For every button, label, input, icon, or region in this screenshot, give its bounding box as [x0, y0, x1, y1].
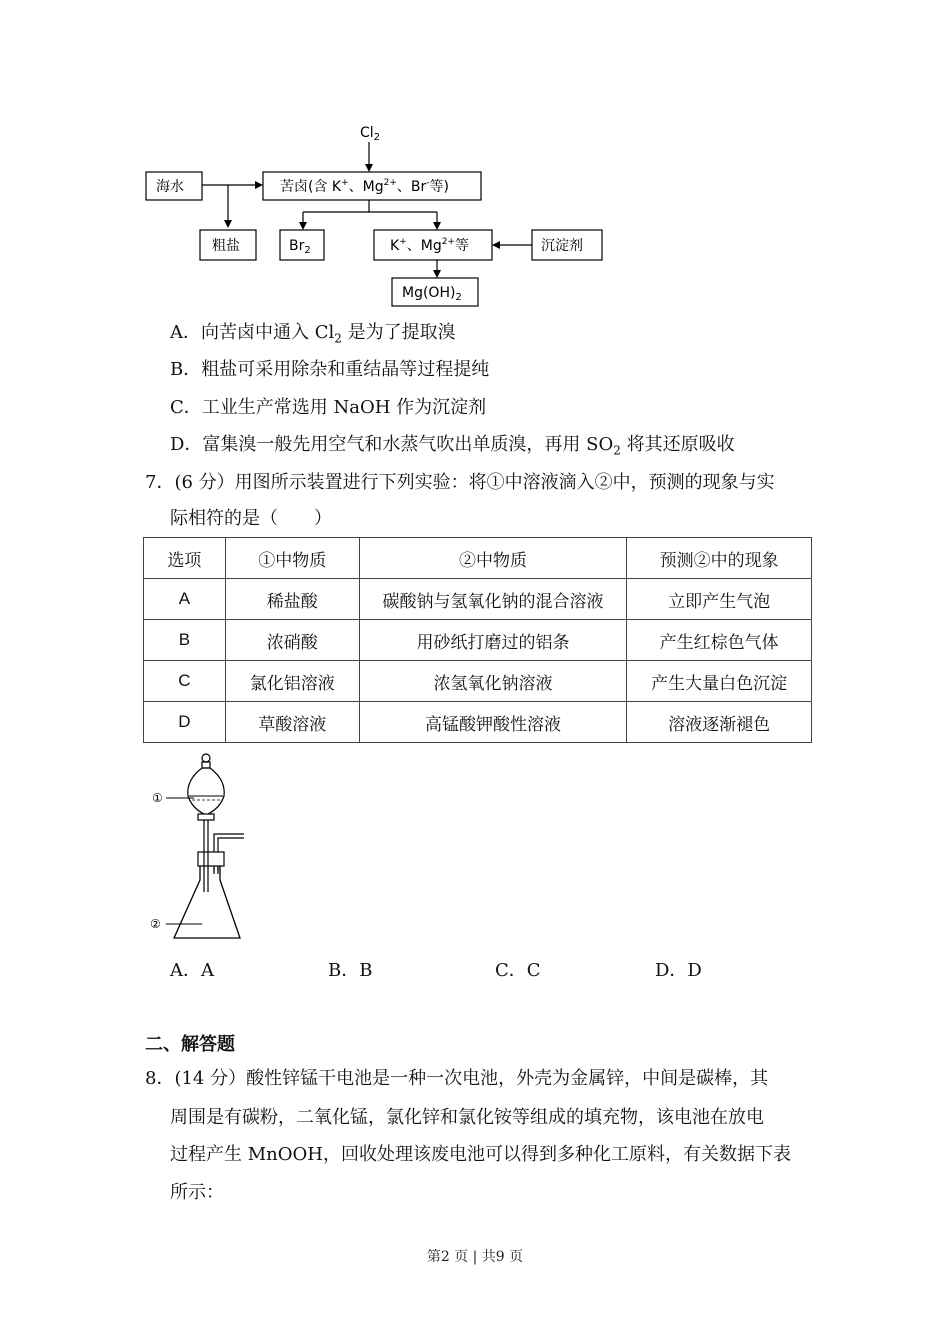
- q7-choice-a[interactable]: A．A: [170, 960, 214, 981]
- q6-option-a: A．向苦卤中通入 $Cl_2$ 是为了提取溴: [170, 322, 456, 346]
- table-cell: 产生红棕色气体: [627, 620, 812, 661]
- table-cell: 氯化铝溶液: [225, 661, 359, 702]
- brine-label: 苦卤(含 K+、$Mg^{2+}$、Br-等): [280, 178, 449, 195]
- precipitant-label: 沉淀剂: [541, 238, 583, 254]
- q8-line3: 过程产生 MnOOH，回收处理该废电池可以得到多种化工原料，有关数据下表: [170, 1144, 791, 1165]
- header-cell: 预测②中的现象: [627, 538, 812, 579]
- q7-table: [143, 537, 812, 743]
- br2-label: $Br_2$: [289, 238, 311, 256]
- bromine-extraction-flowchart: [140, 118, 610, 310]
- q8-line2: 周围是有碳粉，二氧化锰，氯化锌和氯化铵等组成的填充物，该电池在放电: [170, 1107, 764, 1128]
- table-cell: 溶液逐渐褪色: [627, 702, 812, 743]
- table-cell: 浓硝酸: [225, 620, 359, 661]
- table-cell: B: [144, 620, 226, 661]
- table-cell: 草酸溶液: [225, 702, 359, 743]
- table-cell: D: [144, 702, 226, 743]
- table-cell: C: [144, 661, 226, 702]
- table-cell: A: [144, 579, 226, 620]
- page-footer: 第2 页 | 共9 页: [426, 1249, 524, 1265]
- table-cell: 碳酸钠与氢氧化钠的混合溶液: [359, 579, 627, 620]
- table-row: [144, 579, 812, 620]
- header-cell: ①中物质: [225, 538, 359, 579]
- table-row: [144, 620, 812, 661]
- q8-line4: 所示：: [170, 1182, 224, 1203]
- q7-stem-line2: 际相符的是（ ）: [170, 508, 332, 529]
- table-cell: 用砂纸打磨过的铝条: [359, 620, 627, 661]
- q8-line1: 8．(14 分）酸性锌锰干电池是一种一次电池，外壳为金属锌，中间是碳棒，其: [145, 1068, 769, 1089]
- table-cell: 立即产生气泡: [627, 579, 812, 620]
- q6-option-b: B．粗盐可采用除杂和重结晶等过程提纯: [170, 359, 490, 380]
- table-cell: 产生大量白色沉淀: [627, 661, 812, 702]
- q7-stem-line1: 7．(6 分）用图所示装置进行下列实验：将①中溶液滴入②中，预测的现象与实: [145, 472, 775, 493]
- table-row: [144, 661, 812, 702]
- q7-choice-c[interactable]: C．C: [495, 960, 541, 981]
- section-title: 二、解答题: [145, 1034, 235, 1055]
- table-row: [144, 702, 812, 743]
- table-cell: 高锰酸钾酸性溶液: [359, 702, 627, 743]
- cl2-label: $Cl_2$: [360, 125, 381, 143]
- q6-option-d: D．富集溴一般先用空气和水蒸气吹出单质溴，再用 $SO_2$ 将其还原吸收: [170, 434, 735, 458]
- q7-choice-d[interactable]: D．D: [655, 960, 702, 981]
- kmg-label: K+、$Mg^{2+}$等: [390, 237, 469, 254]
- label-1: ①: [152, 791, 163, 805]
- apparatus-diagram: [148, 752, 252, 946]
- seawater-label: 海水: [156, 179, 184, 195]
- table-cell: 浓氢氧化钠溶液: [359, 661, 627, 702]
- header-cell: ②中物质: [359, 538, 627, 579]
- q7-choice-b[interactable]: B．B: [328, 960, 373, 981]
- label-2: ②: [150, 917, 161, 931]
- header-cell: 选项: [144, 538, 226, 579]
- table-cell: 稀盐酸: [225, 579, 359, 620]
- mgoh2-label: $Mg(OH)_2$: [402, 285, 462, 303]
- q6-option-c: C．工业生产常选用 NaOH 作为沉淀剂: [170, 397, 487, 418]
- crude-salt-label: 粗盐: [212, 238, 240, 254]
- table-header-row: [144, 538, 812, 579]
